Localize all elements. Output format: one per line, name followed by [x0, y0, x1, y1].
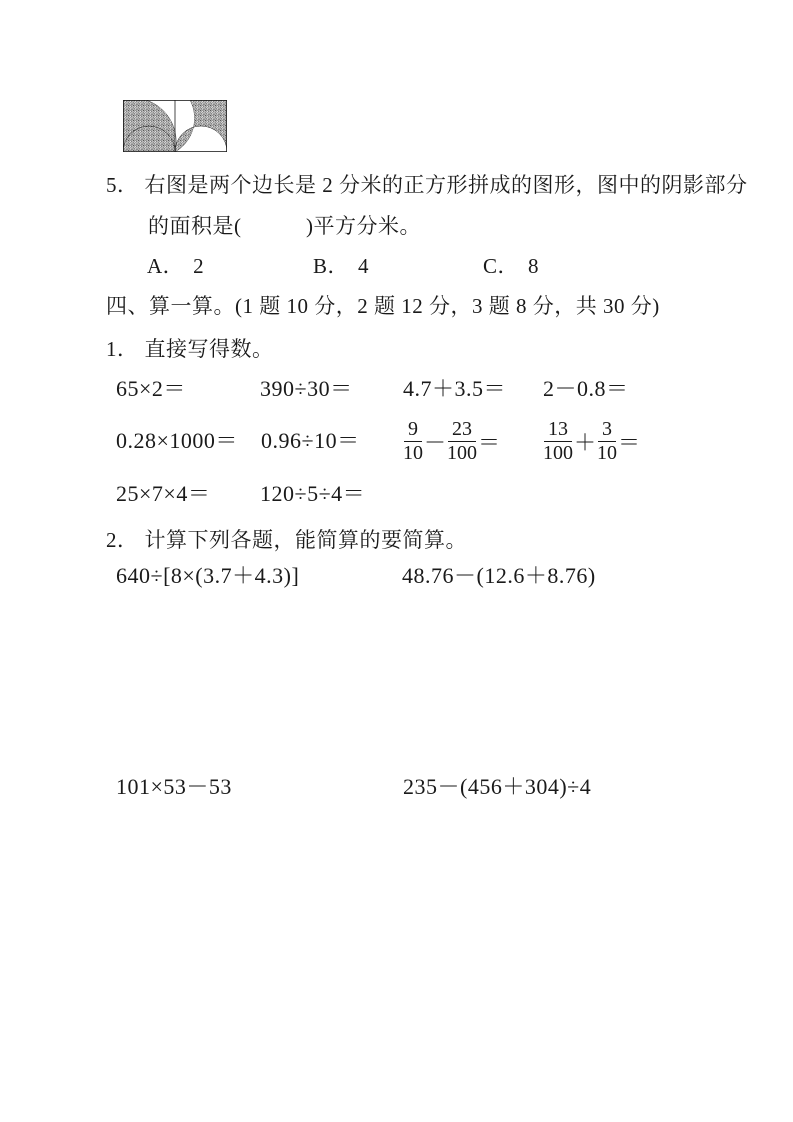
section-heading — [106, 293, 660, 319]
option-c-value: 8 — [528, 254, 540, 278]
fraction-denominator: 10 — [403, 442, 423, 464]
q2-text: 计算下列各题，能简算的要简算。 — [144, 528, 467, 552]
expression: 640÷[8×(3.7＋4.3)] — [116, 563, 300, 588]
section-points: (1 题 10 分，2 题 12 分，3 题 8 分，共 30 分) — [235, 294, 660, 318]
fraction-numerator: 9 — [404, 419, 422, 442]
option-b-label: B． — [313, 254, 350, 278]
q1-heading — [106, 336, 274, 362]
figure-right-square — [175, 100, 227, 152]
expression: 235－(456＋304)÷4 — [403, 774, 592, 799]
fraction — [543, 419, 573, 464]
q2-number: 2． — [106, 528, 139, 552]
option-b-value: 4 — [358, 254, 370, 278]
oral-item: 4.7＋3.5＝ — [403, 376, 507, 401]
q5-line1 — [106, 172, 748, 198]
oral-item: 2－0.8＝ — [543, 376, 629, 401]
oral-item: 0.96÷10＝ — [261, 428, 360, 453]
figure-left-square — [123, 100, 176, 152]
fraction — [447, 419, 477, 464]
shaded-squares-figure — [123, 100, 227, 152]
oral-item: 120÷5÷4＝ — [260, 481, 366, 506]
oral-item: 65×2＝ — [116, 376, 186, 401]
fraction-denominator: 10 — [597, 442, 618, 464]
fraction-denominator: 100 — [447, 442, 478, 464]
oral-item: 25×7×4＝ — [116, 481, 211, 506]
fraction — [597, 419, 617, 464]
fraction-expression-1 — [403, 419, 500, 464]
fraction-numerator: 13 — [544, 419, 572, 442]
operator-minus: － — [424, 430, 447, 455]
expression: 48.76－(12.6＋8.76) — [402, 563, 596, 588]
oral-item: 390÷30＝ — [260, 376, 353, 401]
option-a-value: 2 — [193, 254, 205, 278]
q5-number: 5． — [106, 173, 139, 197]
fraction-numerator: 3 — [598, 419, 616, 442]
q1-text: 直接写得数。 — [144, 337, 274, 361]
fraction-numerator: 23 — [448, 419, 476, 442]
q1-number: 1． — [106, 337, 139, 361]
fraction-denominator: 100 — [543, 442, 573, 464]
fraction-expression-2 — [543, 419, 640, 464]
option-c — [483, 253, 539, 279]
oral-item: 0.28×1000＝ — [116, 428, 238, 453]
option-a-label: A． — [147, 254, 185, 278]
option-c-label: C． — [483, 254, 520, 278]
option-a — [147, 253, 204, 279]
q5-line2: 的面积是( )平方分米。 — [148, 214, 421, 238]
option-b — [313, 253, 369, 279]
expression: 101×53－53 — [116, 774, 232, 799]
equals-sign: ＝ — [478, 430, 501, 455]
q2-heading — [106, 527, 467, 553]
q5-text: 右图是两个边长是 2 分米的正方形拼成的图形，图中的阴影部分 — [144, 173, 748, 197]
equals-sign: ＝ — [618, 430, 641, 455]
fraction — [403, 419, 423, 464]
operator-plus: ＋ — [574, 430, 597, 455]
section-title: 四、算一算。 — [106, 294, 235, 318]
